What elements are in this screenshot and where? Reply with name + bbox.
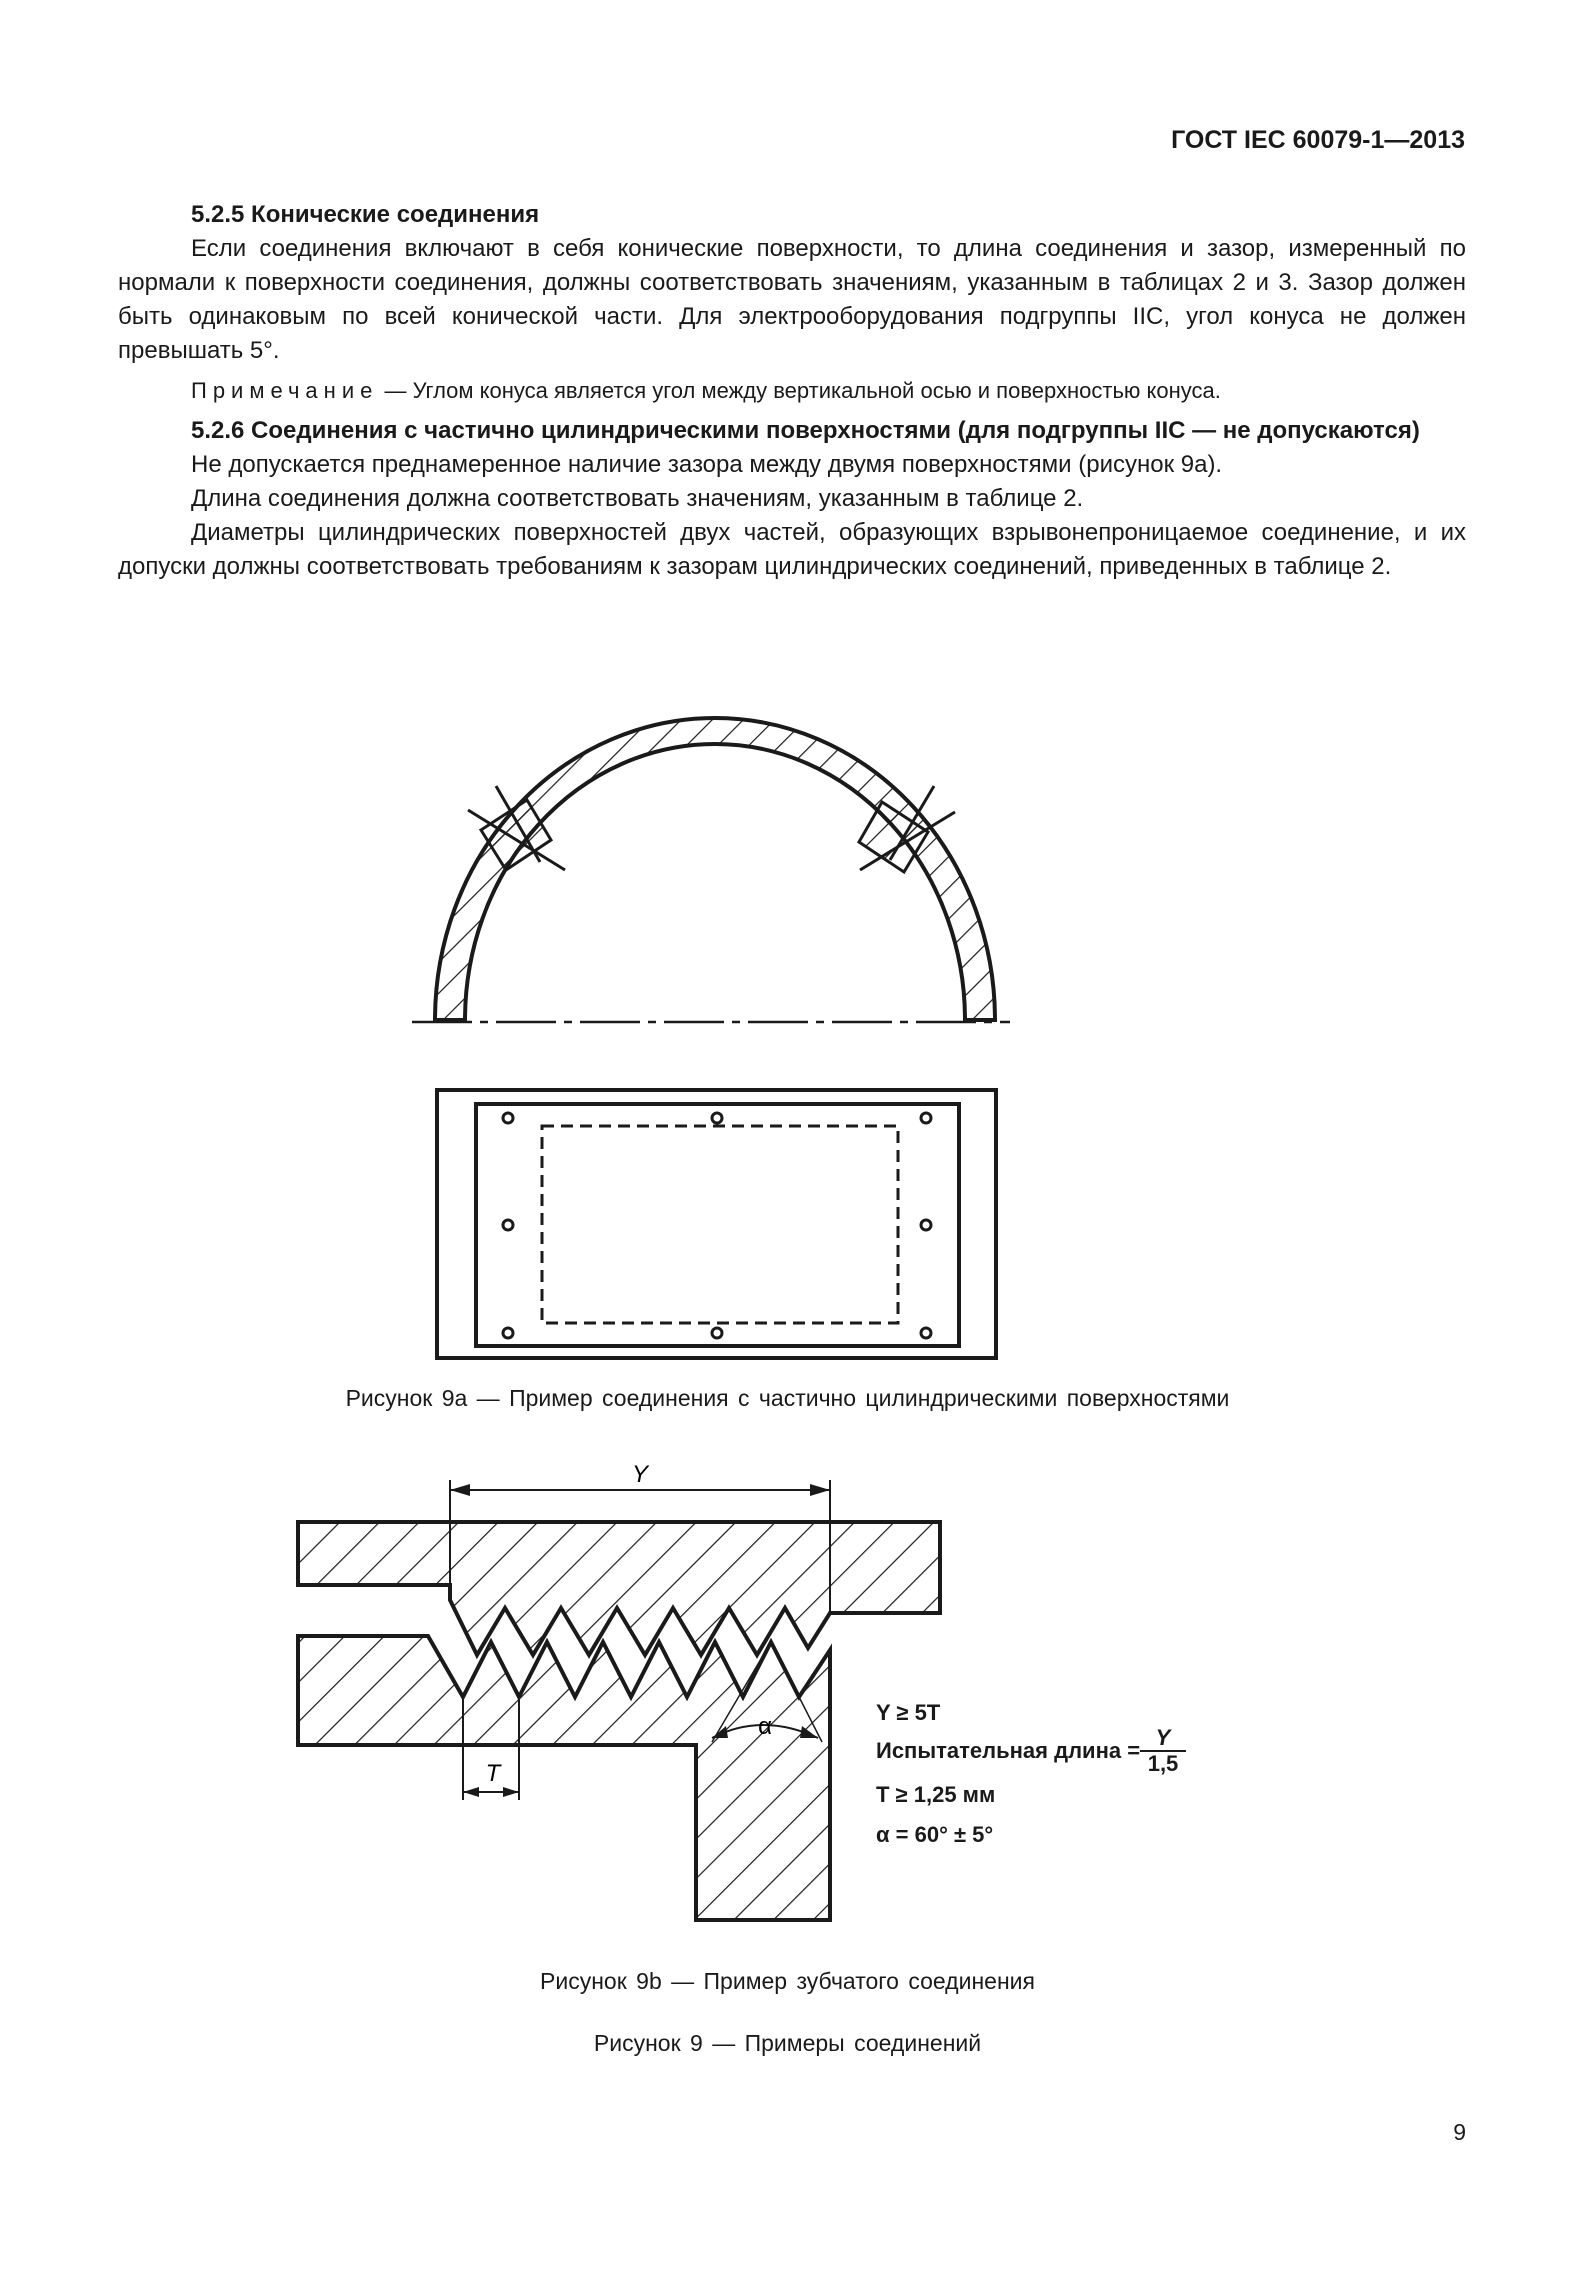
section-5-2-5-paragraph: Если соединения включают в себя конические поверхности, то длина соединения и зазор, измеренный по нормали к поверхности соединения, должны соответствовать значениям, указанным в таблицах 2 и 3. Зазор должен быть одинаковым по всей конической части. Для электрооборудования подгруппы IIC, угол конуса не должен превышать 5°. <box>118 235 1466 364</box>
formula-t-min: T ≥ 1,25 мм <box>876 1782 996 1807</box>
document-id: ГОСТ IEC 60079-1—2013 <box>1171 126 1465 154</box>
label-Y: Y <box>631 1461 649 1488</box>
formula-test-length-prefix: Испытательная длина = <box>876 1738 1141 1763</box>
figure-9-caption: Рисунок 9 — Примеры соединений <box>593 2030 982 2056</box>
figure-9b-caption: Рисунок 9b — Пример зубчатого соединения <box>540 1968 1035 1994</box>
section-5-2-6-paragraph-3: Диаметры цилиндрических поверхностей двух частей, образующих взрывонепроницаемое соединение, и их допуски должны соответствовать требованиям к зазорам цилиндрических соединений, приведенных в таблице 2. <box>118 519 1466 580</box>
section-5-2-6-paragraph-2: Длина соединения должна соответствовать значениям, указанным в таблице 2. <box>191 485 1084 512</box>
formula-y-min: Y ≥ 5T <box>876 1700 941 1725</box>
formula-test-length-denominator: 1,5 <box>1147 1751 1179 1776</box>
note-text: — Углом конуса является угол между вертикальной осью и поверхностью конуса. <box>378 378 1221 403</box>
formula-test-length <box>876 1726 1206 1776</box>
label-T: T <box>485 1760 501 1787</box>
figure-9a-caption: Рисунок 9а — Пример соединения с частично цилиндрическими поверхностями <box>345 1385 1230 1411</box>
note-label: Примечание <box>191 378 379 403</box>
section-5-2-6-heading: 5.2.6 Соединения с частично цилиндрическими поверхностями (для подгруппы IIC — не допускаются) <box>191 417 1420 444</box>
formula-alpha: α = 60° ± 5° <box>876 1822 994 1847</box>
section-5-2-5-heading: 5.2.5 Конические соединения <box>191 201 540 228</box>
section-5-2-6-paragraph-1: Не допускается преднамеренное наличие зазора между двумя поверхностями (рисунок 9а). <box>191 451 1223 478</box>
figure-9b-formulas <box>876 1700 1206 1848</box>
label-alpha: α <box>758 1713 772 1740</box>
page-number: 9 <box>1453 2119 1466 2145</box>
formula-test-length-numerator: Y <box>1140 1726 1186 1752</box>
